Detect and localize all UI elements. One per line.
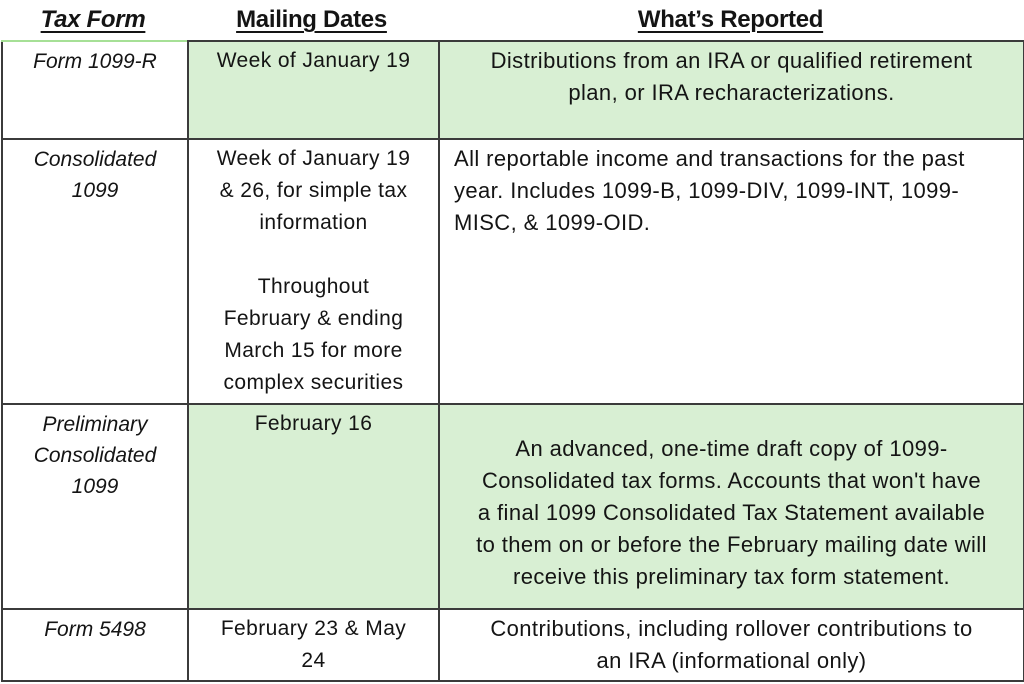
- whats-reported-column-header: What’s Reported: [637, 6, 824, 33]
- tax-form-cell: Consolidated 1099: [2, 139, 188, 404]
- mailing-dates-cell: [188, 41, 439, 139]
- table-row-consolidated-1099: [2, 139, 1024, 404]
- whats-reported-text: Contributions, including rollover contributions to an IRA (informational only): [490, 616, 973, 673]
- whats-reported-text: An advanced, one-time draft copy of 1099- Consolidated tax forms. Accounts that won't have a final 1099 Consolidated Tax Statement available to them on or before the February mailing date will receive this preliminary tax form statement.: [476, 436, 987, 589]
- whats-reported-cell: [439, 139, 1024, 404]
- whats-reported-text: All reportable income and transactions for the past year. Includes 1099-B, 1099-DIV, 1099-INT, 1099- MISC, & 1099-OID.: [454, 146, 965, 235]
- whats-reported-cell: [439, 609, 1024, 681]
- whats-reported-cell: [439, 41, 1024, 139]
- whats-reported-text: Distributions from an IRA or qualified retirement plan, or IRA recharacterizations.: [490, 48, 973, 105]
- tax-form-cell: Form 5498: [2, 609, 188, 681]
- mailing-dates-text: Week of January 19 & 26, for simple tax information: [216, 147, 411, 234]
- tax-form-cell: Form 1099-R: [2, 41, 188, 139]
- mailing-dates-cell: [188, 609, 439, 681]
- mailing-dates-text: Throughout February & ending March 15 for more complex securities: [223, 275, 404, 394]
- table-row-form-1099r: [2, 41, 1024, 139]
- mailing-dates-column-header: Mailing Dates: [236, 6, 387, 33]
- tax-form-cell: Preliminary Consolidated 1099: [2, 404, 188, 609]
- table-row-form-5498: [2, 609, 1024, 681]
- table-header-row: [0, 0, 1024, 40]
- whats-reported-cell: [439, 404, 1024, 609]
- mailing-dates-text: February 16: [254, 412, 373, 435]
- mailing-dates-cell: [188, 404, 439, 609]
- table-row-preliminary-consolidated-1099: [2, 404, 1024, 609]
- tax-form-column-header: Tax Form: [40, 6, 146, 33]
- tax-forms-mailing-table: [1, 40, 1024, 682]
- mailing-dates-text: Week of January 19: [216, 49, 411, 72]
- mailing-dates-text: February 23 & May 24: [220, 617, 407, 672]
- mailing-dates-cell: [188, 139, 439, 404]
